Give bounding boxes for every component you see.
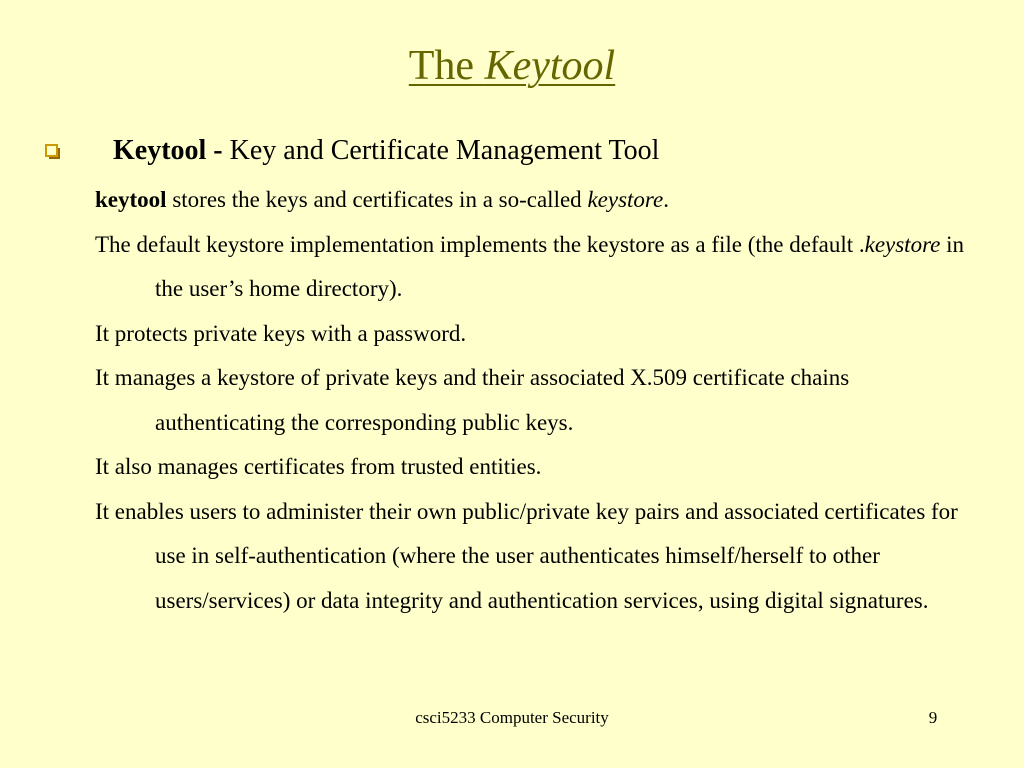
page-number: 9 (928, 708, 938, 727)
paragraph-administer-keys: It enables users to administer their own public/private key pairs and associated certificates for use in self-authentication (where the user authenticates himself/herself to other users/services) or data integrity and authentication services, using digital signatures. (95, 498, 958, 613)
main-bullet-text (113, 133, 659, 169)
paragraph-default-keystore (95, 223, 975, 312)
bullet-description: Key and Certificate Management Tool (229, 135, 660, 166)
p2-text-a: The default keystore implementation implements the keystore as a file (the default . (95, 231, 865, 257)
keystore-term: keystore (587, 187, 664, 212)
paragraph-trusted-entities: It also manages certificates from trusted entities. (95, 454, 542, 479)
title-italic: Keytool (484, 43, 616, 89)
title-plain: The (408, 43, 475, 89)
slide-title (0, 40, 1024, 92)
p2-text-b: in the user’s home directory). (155, 231, 965, 301)
slide-title-text (409, 43, 615, 89)
keystore-file-term: keystore (864, 231, 941, 257)
hollow-square-bullet-icon (45, 144, 61, 160)
p1-text-b: . (663, 187, 669, 212)
paragraph-protects-keys: It protects private keys with a password. (95, 320, 467, 346)
p1-text-a: stores the keys and certificates in a so-called (166, 187, 588, 212)
paragraph-manages-keystore: It manages a keystore of private keys and their associated X.509 certificate chains authenticating the corresponding public keys. (95, 365, 850, 435)
bullet-term: Keytool - (113, 135, 223, 166)
keytool-term: keytool (95, 187, 167, 212)
main-bullet (0, 133, 1024, 173)
paragraph-keytool-stores (95, 178, 975, 223)
sub-bullet-list (95, 178, 975, 623)
footer-course: csci5233 Computer Security (415, 708, 609, 727)
